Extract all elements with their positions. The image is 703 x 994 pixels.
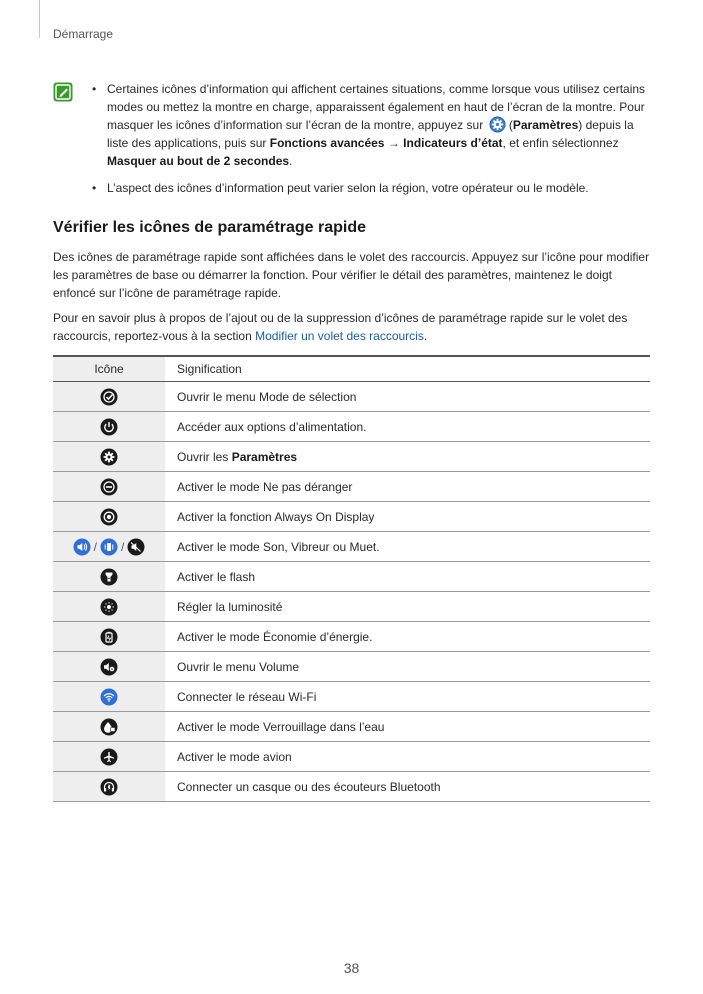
power-icon xyxy=(100,418,118,436)
table-row: Connecter le réseau Wi-Fi xyxy=(53,682,650,712)
power-saving-icon xyxy=(100,628,118,646)
table-row: Ouvrir le menu Volume xyxy=(53,652,650,682)
table-row: Ouvrir le menu Mode de sélection xyxy=(53,382,650,412)
note-bullets xyxy=(92,80,652,206)
table-row: Activer le mode Ne pas déranger xyxy=(53,472,650,502)
section-paragraph-2: Pour en savoir plus à propos de l’ajout ou de la suppression d’icônes de paramétrage rapide sur le volet des raccourcis, reportez-vous à la section Modifier un volet des raccourcis. xyxy=(53,311,628,343)
table-header-row xyxy=(53,356,650,382)
selection-mode-icon xyxy=(100,388,118,406)
table-row: Activer le flash xyxy=(53,562,650,592)
header-meaning: Signification xyxy=(165,356,650,382)
margin-rule xyxy=(39,0,40,38)
flashlight-icon xyxy=(100,568,118,586)
link-modifier-volet[interactable]: Modifier un volet des raccourcis xyxy=(255,329,424,343)
table-row: Activer la fonction Always On Display xyxy=(53,502,650,532)
do-not-disturb-icon xyxy=(100,478,118,496)
mute-icon xyxy=(127,538,145,556)
settings-gear-icon xyxy=(489,116,506,133)
note-pencil-icon xyxy=(53,82,73,102)
table-row: Activer le mode Économie d’énergie. xyxy=(53,622,650,652)
water-lock-icon xyxy=(100,718,118,736)
table-row: / / Activer le mode Son, Vibreur ou Muet. xyxy=(53,532,650,562)
bluetooth-headset-icon xyxy=(100,778,118,796)
table-row: Régler la luminosité xyxy=(53,592,650,622)
page-number: 38 xyxy=(343,960,360,976)
brightness-icon xyxy=(100,598,118,616)
table-row: Accéder aux options d’alimentation. xyxy=(53,412,650,442)
settings-gear-icon xyxy=(100,448,118,466)
wifi-icon xyxy=(100,688,118,706)
sound-icon xyxy=(73,538,91,556)
airplane-icon xyxy=(100,748,118,766)
note-bullet-2: • L’aspect des icônes d’information peut varier selon la région, votre opérateur ou le modèle. xyxy=(92,179,652,197)
note-bullet-1: • Certaines icônes d’information qui affichent certaines situations, comme lorsque vous utilisez certains modes ou mettez la montre en charge, apparaissent également en haut de l’écran de la montre. Pour masquer les icônes d’information sur l’écran de la montre, appuyez sur (Paramètres) depuis la liste des applications, puis sur Fonctions avancées → Indicateurs d’état, et enfin sélectionnez Masquer au bout de 2 secondes. xyxy=(92,80,652,170)
table-row: Activer le mode Verrouillage dans l’eau xyxy=(53,712,650,742)
header-icon: Icône xyxy=(53,356,165,382)
vibrate-icon xyxy=(100,538,118,556)
section-heading: Vérifier les icônes de paramétrage rapide xyxy=(53,219,367,236)
quick-settings-table xyxy=(53,355,650,802)
table-row: Activer le mode avion xyxy=(53,742,650,772)
section-label: Démarrage xyxy=(53,27,114,41)
volume-icon xyxy=(100,658,118,676)
section-paragraph-1: Des icônes de paramétrage rapide sont affichées dans le volet des raccourcis. Appuyez sur l’icône pour modifier les paramètres de base ou démarrer la fonction. Pour vérifier le détail des paramètres, maintenez le doigt enfoncé sur l’icône de paramétrage rapide. xyxy=(53,250,650,300)
table-row: Ouvrir les Paramètres xyxy=(53,442,650,472)
table-row: Connecter un casque ou des écouteurs Bluetooth xyxy=(53,772,650,802)
always-on-display-icon xyxy=(100,508,118,526)
